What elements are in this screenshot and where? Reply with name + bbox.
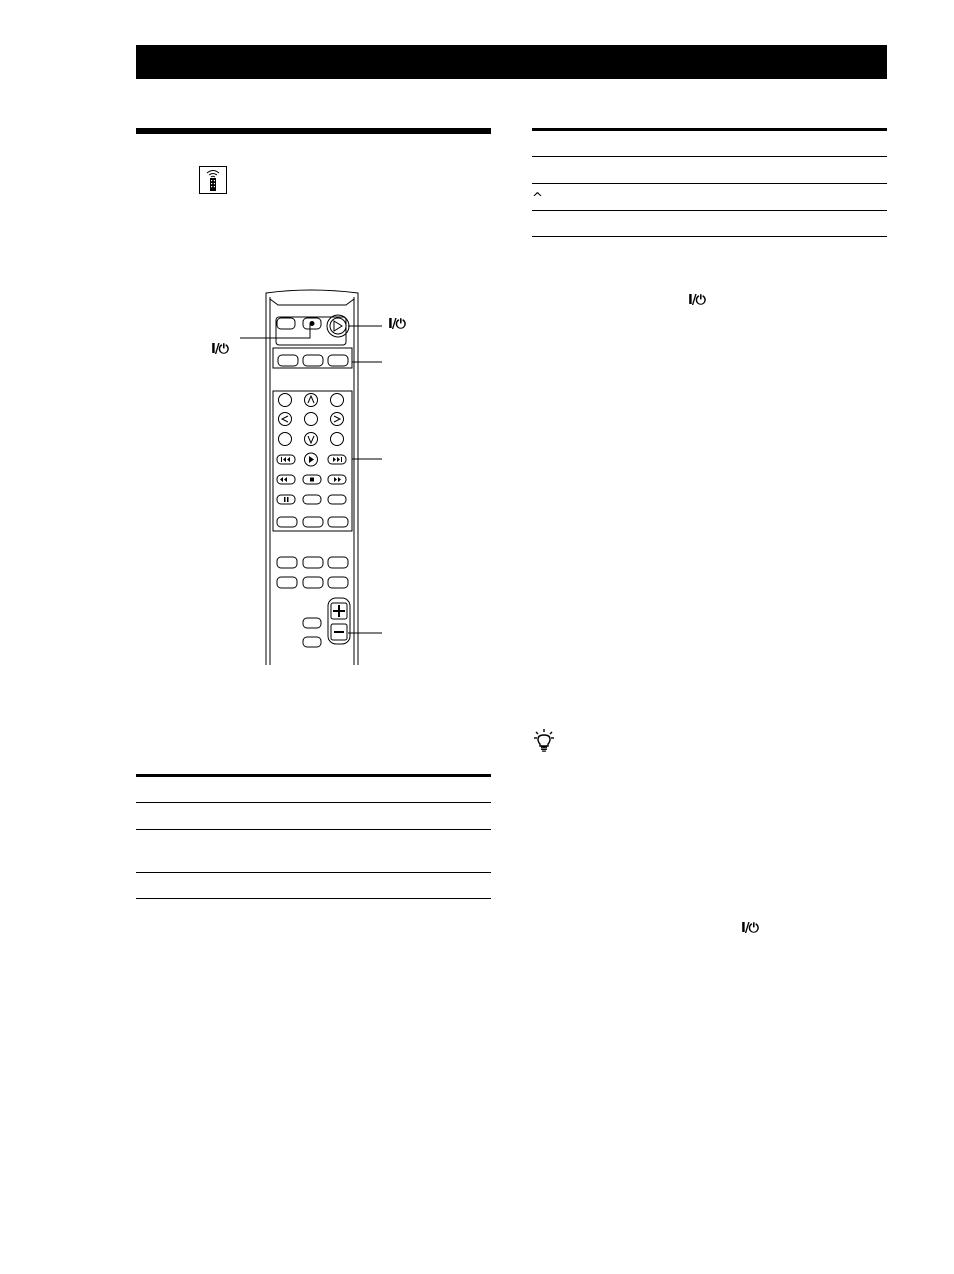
remote-control-icon	[199, 166, 227, 194]
power-symbol-label-right: I/⏻	[388, 317, 405, 332]
left-section-rule	[136, 128, 491, 134]
power-symbol-inline-1: I/⏻	[688, 293, 705, 308]
caret-symbol: ^	[532, 191, 543, 206]
header-bar	[136, 45, 887, 79]
right-table-bottom-rule	[532, 236, 887, 237]
left-table-rule-1	[136, 802, 491, 803]
lightbulb-tip-icon	[533, 728, 555, 752]
right-table-rule-3	[532, 210, 887, 211]
left-table-bottom-rule	[136, 898, 491, 899]
remote-control-illustration	[200, 285, 420, 670]
right-table-rule-2	[532, 183, 887, 184]
left-table-top-rule	[136, 774, 491, 777]
right-table-rule-1	[532, 156, 887, 157]
left-table-rule-3	[136, 872, 491, 873]
power-symbol-inline-2: I/⏻	[741, 921, 758, 936]
left-table-rule-2	[136, 829, 491, 830]
right-table-top-rule	[532, 128, 887, 131]
power-symbol-label-left: I/⏻	[211, 342, 228, 357]
